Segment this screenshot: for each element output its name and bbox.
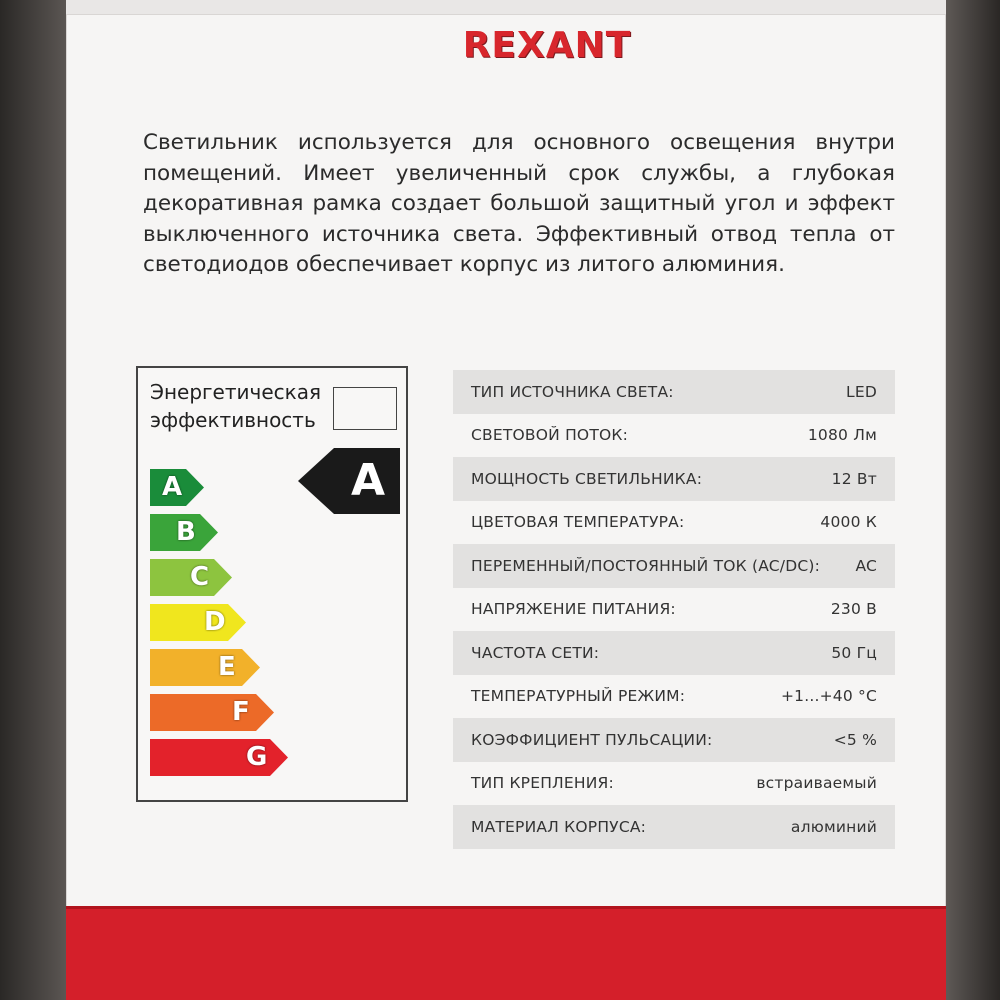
energy-class-label: A (162, 472, 183, 502)
spec-value: +1...+40 °С (780, 687, 877, 706)
spec-key: МАТЕРИАЛ КОРПУСА: (471, 817, 647, 836)
energy-class-arrow (150, 604, 246, 641)
energy-rating-value: A (350, 455, 386, 506)
energy-empty-box (333, 387, 397, 430)
spec-table (453, 370, 895, 849)
energy-class-arrow (150, 649, 260, 686)
energy-class-label: E (218, 652, 236, 682)
energy-class-f (150, 694, 274, 731)
spec-value: AC (855, 556, 877, 575)
spec-value: 4000 К (820, 513, 877, 532)
energy-class-label: D (204, 607, 226, 637)
spec-row (453, 501, 895, 545)
energy-title (150, 378, 350, 434)
energy-class-label: G (246, 742, 268, 772)
energy-title-line1: Энергетическая (150, 380, 321, 404)
spec-key: МОЩНОСТЬ СВЕТИЛЬНИКА: (471, 469, 703, 488)
spec-value: 230 В (830, 600, 877, 619)
spec-key: ТИП КРЕПЛЕНИЯ: (471, 774, 614, 793)
spec-value: 12 Вт (831, 469, 877, 488)
energy-class-c (150, 559, 232, 596)
energy-class-b (150, 514, 218, 551)
energy-class-label: C (190, 562, 210, 592)
energy-title-line2: эффективность (150, 408, 316, 432)
spec-value: встраиваемый (756, 774, 877, 793)
spec-row (453, 762, 895, 806)
spec-value: <5 % (833, 730, 877, 749)
energy-class-a (150, 469, 204, 506)
product-description: Светильник используется для основного освещения внутри помещений. Имеет увеличенный срок службы, а глубокая декоративная рамка создает большой защитный угол и эффект выключенного источника света. Эффективный отвод тепла от светодиодов обеспечивает корпус из литого алюминия. (143, 130, 895, 277)
spec-row (453, 457, 895, 501)
spec-value: алюминий (790, 817, 877, 836)
spec-key: ЦВЕТОВАЯ ТЕМПЕРАТУРА: (471, 513, 685, 532)
box-right-edge (946, 0, 1000, 1000)
spec-key: КОЭФФИЦИЕНТ ПУЛЬСАЦИИ: (471, 730, 713, 749)
spec-row (453, 588, 895, 632)
spec-key: ПЕРЕМЕННЫЙ/ПОСТОЯННЫЙ ТОК (AC/DC): (471, 556, 821, 575)
energy-label (136, 366, 408, 802)
spec-key: СВЕТОВОЙ ПОТОК: (471, 426, 629, 445)
spec-value: 50 Гц (831, 643, 877, 662)
brand-logo: REXANT (462, 25, 632, 66)
spec-value: 1080 Лм (807, 426, 877, 445)
spec-row (453, 370, 895, 414)
energy-class-arrow (150, 694, 274, 731)
red-bottom-band (66, 906, 946, 1000)
spec-value: LED (846, 382, 877, 401)
spec-key: ТИП ИСТОЧНИКА СВЕТА: (471, 382, 674, 401)
energy-class-label: F (232, 697, 250, 727)
energy-class-e (150, 649, 260, 686)
spec-row (453, 675, 895, 719)
energy-class-g (150, 739, 288, 776)
spec-row (453, 544, 895, 588)
spec-row (453, 718, 895, 762)
energy-class-label: B (176, 517, 196, 547)
spec-key: ЧАСТОТА СЕТИ: (471, 643, 600, 662)
spec-key: НАПРЯЖЕНИЕ ПИТАНИЯ: (471, 600, 676, 619)
spec-key: ТЕМПЕРАТУРНЫЙ РЕЖИМ: (471, 687, 686, 706)
box-left-edge (0, 0, 66, 1000)
spec-row (453, 414, 895, 458)
energy-rating-arrow (298, 448, 400, 514)
spec-row (453, 805, 895, 849)
spec-row (453, 631, 895, 675)
energy-class-d (150, 604, 246, 641)
